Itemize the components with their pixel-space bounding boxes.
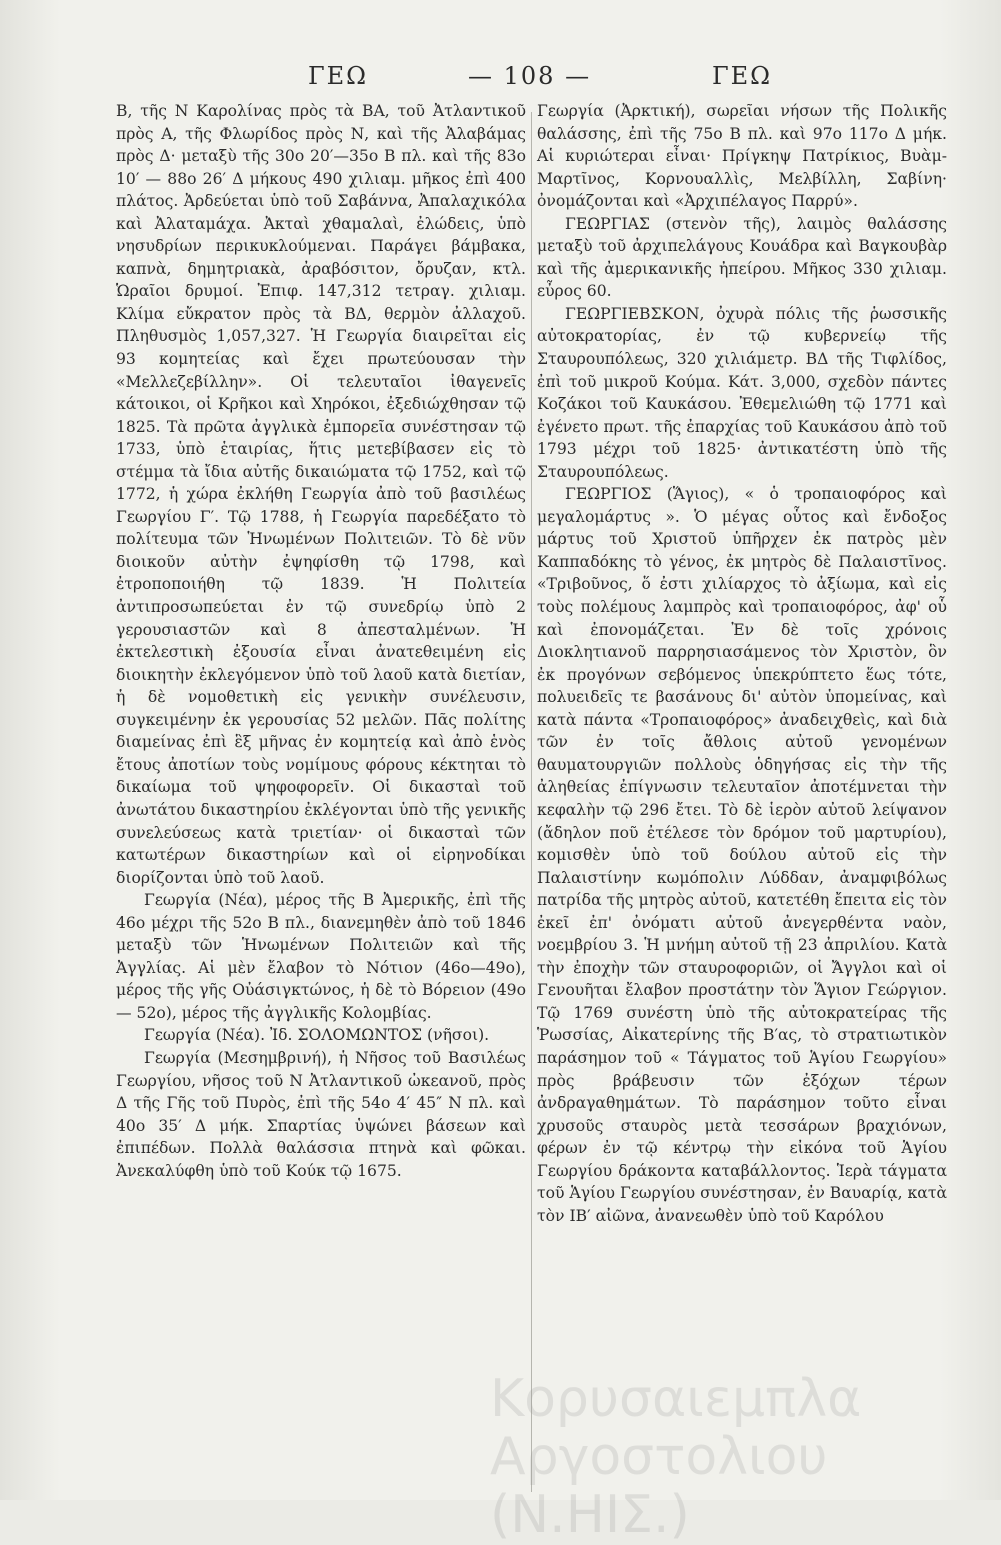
entry-new-georgia-america: Γεωργία (Νέα), μέρος τῆς Β Ἀμερικῆς, ἐπὶ τῆς 46ο μέχρι τῆς 52ο Β πλ., διανεμηθὲν ἀπὸ τοῦ 1846 μεταξὺ τῶν Ἡνωμένων Πολιτειῶν καὶ τῆς Ἀγγλίας. Αἱ μὲν ἔλαβον τὸ Νότιον (46ο—49ο), μέρος τῆς γῆς Οὐάσιγκτώνος, ἡ δὲ τὸ Βόρειον (49ο — 52ο), μέρος τῆς ἀγγλικῆς Κολομβίας. [116, 891, 526, 1022]
column-divider [531, 112, 532, 1492]
header-right-keyword: ΓΕΩ [712, 62, 773, 90]
left-column [116, 100, 526, 1182]
entry-georgievsk: ΓΕΩΡΓΙΕΒΣΚΟΝ, ὀχυρὰ πόλις τῆς ῥωσσικῆς αὐτοκρατορίας, ἐν τῷ κυβερνείῳ τῆς Σταυρουπόλεως, 320 χιλιάμετρ. ΒΔ τῆς Τιφλίδος, ἐπὶ τοῦ μικροῦ Κούμα. Κάτ. 3,000, σχεδὸν πάντες Κοζάκοι τοῦ Καυκάσου. Ἐθεμελιώθη τῷ 1771 καὶ ἐγένετο πρωτ. τῆς ἐπαρχίας τοῦ Καυκάσου ἀπὸ τοῦ 1793 μέχρι τοῦ 1825· ἀντικατέστη ὑπὸ τῆς Σταυρουπόλεως. [537, 304, 947, 481]
entry-new-georgia-solomon: Γεωργία (Νέα). Ἰδ. ΣΟΛΟΜΩΝΤΟΣ (νῆσοι). [144, 1026, 490, 1045]
watermark-line-1: Κορυσαιεμπλα [490, 1369, 862, 1429]
library-watermark [490, 1369, 980, 1545]
watermark-line-2: Αργοστολιου (Ν.ΗΙΣ.) [490, 1427, 828, 1545]
entry-arctic-georgia: Γεωργία (Ἀρκτική), σωρεῖαι νήσων τῆς Πολικῆς θαλάσσης, ἐπὶ τῆς 75ο Β πλ. καὶ 97ο 117ο Δ μήκ. Αἱ κυριώτεραι εἶναι· Πρίγκηψ Πατρίκιος, Βυὰμ-Μαρτῖνος, Κορνουαλλὶς, Μελβίλλη, Σαβίνη· ὀνομάζονται καὶ «Ἀρχιπέλαγος Παρρύ». [537, 102, 947, 211]
page-number: — 108 — [468, 62, 592, 90]
page-header [108, 62, 924, 102]
entry-south-georgia: Γεωργία (Μεσημβρινή), ἡ Νῆσος τοῦ Βασιλέως Γεωργίου, νῆσος τοῦ Ν Ἀτλαντικοῦ ὠκεανοῦ, πρὸς Δ τῆς Γῆς τοῦ Πυρὸς, ἐπὶ τῆς 54ο 4′ 45″ Ν πλ. καὶ 40ο 35′ Δ μήκ. Σπαρτίας ὑψώνει βάσεων καὶ ἐπιπέδων. Πολλὰ θαλάσσια πτηνὰ καὶ φῶκαι. Ἀνεκαλύφθη ὑπὸ τοῦ Κούκ τῷ 1675. [116, 1048, 526, 1180]
entry-georgia-usa: Β, τῆς Ν Καρολίνας πρὸς τὰ ΒΑ, τοῦ Ἀτλαντικοῦ πρὸς Α, τῆς Φλωρίδος πρὸς Ν, καὶ τῆς Ἀλαβάμας πρὸς Δ· μεταξὺ τῆς 30ο 20′—35ο Β πλ. καὶ τῆς 83ο 10′ — 88ο 26′ Δ μήκους 490 χιλιαμ. μῆκος ἐπὶ 400 πλάτος. Ἀρδεύεται ὑπὸ τοῦ Σαβάννα, Ἀπαλαχικόλα καὶ Ἀλαταμάχα. Ἀκταὶ χθαμαλαὶ, ἐλώδεις, ὑπὸ νησυδρίων περικυκλούμεναι. Παράγει βάμβακα, καπνὰ, δημητριακὰ, ἀραβόσιτον, ὄρυζαν, κτλ. Ὡραῖοι δρυμοί. Ἐπιφ. 147,312 τετραγ. χιλιαμ. Κλίμα εὔκρατον πρὸς τὰ ΒΔ, θερμὸν ἀλλαχοῦ. Πληθυσμὸς 1,057,327. Ἡ Γεωργία διαιρεῖται εἰς 93 κομητείας καὶ ἔχει πρωτεύουσαν τὴν «Μελλεζεβίλλην». Οἱ τελευταῖοι ἰθαγενεῖς κάτοικοι, οἱ Κρῆκοι καὶ Χηρόκοι, ἐξεδιώχθησαν τῷ 1825. Τὰ πρῶτα ἀγγλικὰ ἐμπορεῖα συνέστησαν τῷ 1733, ὑπὸ ἑταιρίας, ἥτις μετεβίβασεν εἰς τὸ στέμμα τὰ ἴδια αὐτῆς δικαιώματα τῷ 1752, καὶ τῷ 1772, ἡ χώρα ἐκλήθη Γεωργία ἀπὸ τοῦ βασιλέως Γεωργίου Γ′. Τῷ 1788, ἡ Γεωργία παρεδέξατο τὸ πολίτευμα τῶν Ἡνωμένων Πολιτειῶν. Τὸ δὲ νῦν διοικοῦν αὐτὴν ἐψηφίσθη τῷ 1798, καὶ ἐτροποποιήθη τῷ 1839. Ἡ Πολιτεία ἀντιπροσωπεύεται ἐν τῷ συνεδρίῳ ὑπὸ 2 γερουσιαστῶν καὶ 8 ἀπεσταλμένων. Ἡ ἐκτελεστικὴ ἐξουσία εἶναι ἀνατεθειμένη εἰς διοικητὴν ἐκλεγόμενον ὑπὸ τοῦ λαοῦ κατὰ διετίαν, ἡ δὲ νομοθετικὴ εἰς γενικὴν συνέλευσιν, συγκειμένην ἐκ γερουσίας 52 μελῶν. Πᾶς πολίτης διαμείνας ἐπὶ ἓξ μῆνας ἐν κομητείᾳ καὶ ἀπὸ ἑνὸς ἔτους ἀποτίων τοὺς νομίμους φόρους κέκτηται τὸ δικαίωμα τοῦ ψηφοφορεῖν. Οἱ δικασταὶ τοῦ ἀνωτάτου δικαστηρίου ἐκλέγονται ὑπὸ τῆς γενικῆς συνελεύσεως κατὰ τριετίαν· οἱ δικασταὶ τῶν κατωτέρων δικαστηρίων καὶ οἱ εἰρηνοδίκαι διορίζονται ὑπὸ τοῦ λαοῦ. [116, 102, 526, 887]
right-column [537, 100, 947, 1227]
header-left-keyword: ΓΕΩ [308, 62, 369, 90]
entry-saint-george: ΓΕΩΡΓΙΟΣ (Ἅγιος), « ὁ τροπαιοφόρος καὶ μεγαλομάρτυς ». Ὁ μέγας οὗτος καὶ ἔνδοξος μάρτυς τοῦ Χριστοῦ ὑπῆρχεν ἐκ πατρὸς μὲν Καππαδόκης τὸ γένος, ἐκ μητρὸς δὲ Παλαιστῖνος. «Τριβοῦνος, ὅ ἐστι χιλίαρχος τὸ ἀξίωμα, καὶ εἰς τοὺς πολέμους λαμπρὸς καὶ τροπαιοφόρος, ἀφ' οὗ καὶ ἐπονομάζεται. Ἐν δὲ τοῖς χρόνοις Διοκλητιανοῦ παρρησιασάμενος τὸν Χριστὸν, ὃν ἐκ προγόνων σεβόμενος ὑπεκρύπτετο ἕως τότε, πολυειδεῖς τε βασάνους δι' αὐτὸν ὑπομείνας, καὶ κατὰ πάντα «Τροπαιοφόρος» ἀναδειχθεὶς, καὶ διὰ τῶν ἐν τοῖς ἄθλοις αὐτοῦ γενομένων θαυματουργιῶν πολλοὺς ὁδηγήσας εἰς τὴν τῆς ἀληθείας ἐπίγνωσιν τελευταῖον ἀποτέμνεται τὴν κεφαλὴν τῷ 296 ἔτει. Τὸ δὲ ἱερὸν αὐτοῦ λείψανον (ἄδηλον ποῦ ἐτέλεσε τὸν δρόμον τοῦ μαρτυρίου), κομισθὲν ὑπὸ τοῦ δούλου αὐτοῦ εἰς τὴν Παλαιστίνην κωμόπολιν Λύδδαν, ἀναμφιβόλως πατρίδα τῆς μητρὸς αὐτοῦ, κατετέθη ἔπειτα εἰς τὸν ἐκεῖ ἐπ' ὀνόματι αὐτοῦ ἀνεγερθέντα ναὸν, νοεμβρίου 3. Ἡ μνήμη αὐτοῦ τῇ 23 ἀπριλίου. Κατὰ τὴν ἐποχὴν τῶν σταυροφοριῶν, οἱ Ἄγγλοι καὶ οἱ Γενουῆται ἔλαβον προστάτην τὸν Ἅγιον Γεώργιον. Τῷ 1769 συνέστη ὑπὸ τῆς αὐτοκρατείρας τῆς Ῥωσσίας, Αἰκατερίνης τῆς Β′ας, τὸ στρατιωτικὸν παράσημον τοῦ « Τάγματος τοῦ Ἁγίου Γεωργίου» πρὸς βράβευσιν τῶν ἐξόχων τέρων ἀνδραγαθημάτων. Τὸ παράσημον τοῦτο εἶναι χρυσοῦς σταυρὸς μετὰ τεσσάρων βραχιόνων, φέρων ἐν τῷ κέντρῳ τὴν εἰκόνα τοῦ Ἁγίου Γεωργίου δράκοντα καταβάλλοντος. Ἱερὰ τάγματα τοῦ Ἁγίου Γεωργίου συνέστησαν, ἐν Βαυαρίᾳ, κατὰ τὸν ΙΒ′ αἰῶνα, ἀνανεωθὲν ὑπὸ τοῦ Καρόλου [537, 485, 947, 1225]
entry-georgia-strait: ΓΕΩΡΓΙΑΣ (στενὸν τῆς), λαιμὸς θαλάσσης μεταξὺ τοῦ ἀρχιπελάγους Κουάδρα καὶ Βαγκουβὰρ καὶ τῆς ἀμερικανικῆς ἠπείρου. Μῆκος 330 χιλιαμ. εὖρος 60. [537, 214, 947, 301]
